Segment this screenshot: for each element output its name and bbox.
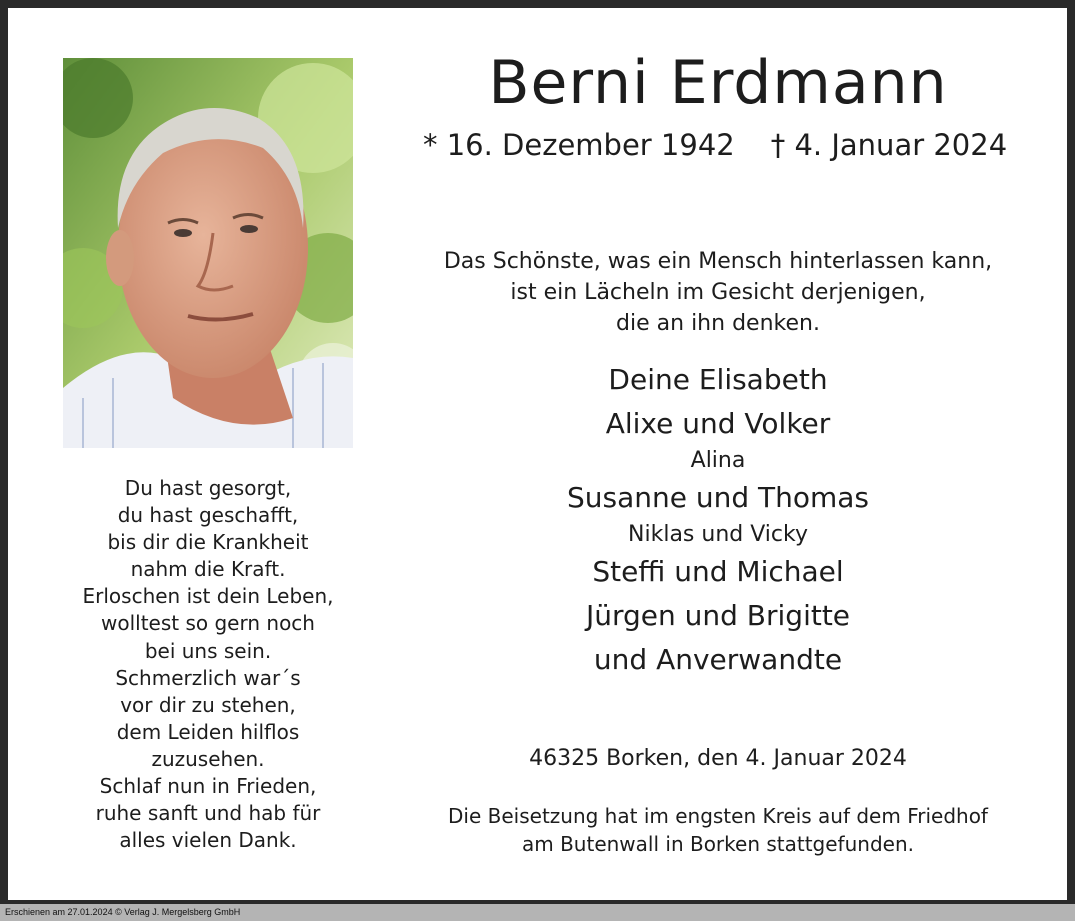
poem-line: bis dir die Krankheit	[107, 530, 309, 555]
mourner-line: Deine Elisabeth	[608, 363, 828, 396]
birth-date: * 16. Dezember 1942	[423, 128, 735, 162]
memorial-quote	[368, 246, 1068, 339]
poem-line: Du hast gesorgt,	[124, 476, 292, 500]
mourners-list	[368, 358, 1068, 682]
poem-line: vor dir zu stehen,	[120, 692, 296, 717]
mourner-line: Alina	[690, 448, 746, 473]
poem-line: dem Leiden hilflos	[116, 719, 300, 744]
death-date: † 4. Januar 2024	[770, 128, 1008, 162]
poem-line: bei uns sein.	[144, 638, 272, 663]
burial-line: Die Beisetzung hat im engsten Kreis auf dem Friedhof	[448, 804, 988, 828]
poem-line: zuzusehen.	[151, 746, 265, 771]
portrait-photo	[63, 58, 353, 448]
poem-line: nahm die Kraft.	[130, 557, 286, 582]
memorial-poem	[48, 475, 368, 854]
mourner-line: und Anverwandte	[593, 643, 843, 676]
quote-line: die an ihn denken.	[616, 311, 820, 336]
mourner-line: Susanne und Thomas	[566, 481, 870, 514]
life-dates	[423, 128, 1007, 162]
mourner-line: Alixe und Volker	[605, 407, 831, 440]
poem-line: alles vielen Dank.	[119, 828, 297, 853]
publication-footer: Erschienen am 27.01.2024 © Verlag J. Mergelsberg GmbH	[0, 904, 1075, 921]
quote-line: ist ein Lächeln im Gesicht derjenigen,	[510, 280, 926, 305]
mourner-line: Jürgen und Brigitte	[585, 599, 851, 632]
place-and-date: 46325 Borken, den 4. Januar 2024	[529, 746, 907, 771]
burial-notice	[368, 802, 1068, 858]
burial-line: am Butenwall in Borken stattgefunden.	[521, 832, 914, 856]
mourner-line: Niklas und Vicky	[628, 522, 808, 547]
poem-line: wolltest so gern noch	[101, 611, 315, 636]
poem-line: Schlaf nun in Frieden,	[99, 774, 317, 799]
obituary-card	[8, 8, 1067, 900]
poem-line: ruhe sanft und hab für	[95, 801, 321, 826]
poem-line: du hast geschafft,	[117, 503, 299, 528]
poem-line: Schmerzlich war´s	[115, 665, 301, 690]
quote-line: Das Schönste, was ein Mensch hinterlassen kann,	[443, 249, 993, 274]
deceased-name: Berni Erdmann	[488, 48, 948, 118]
mourner-line: Steffi und Michael	[592, 555, 844, 588]
poem-line: Erloschen ist dein Leben,	[82, 584, 334, 609]
